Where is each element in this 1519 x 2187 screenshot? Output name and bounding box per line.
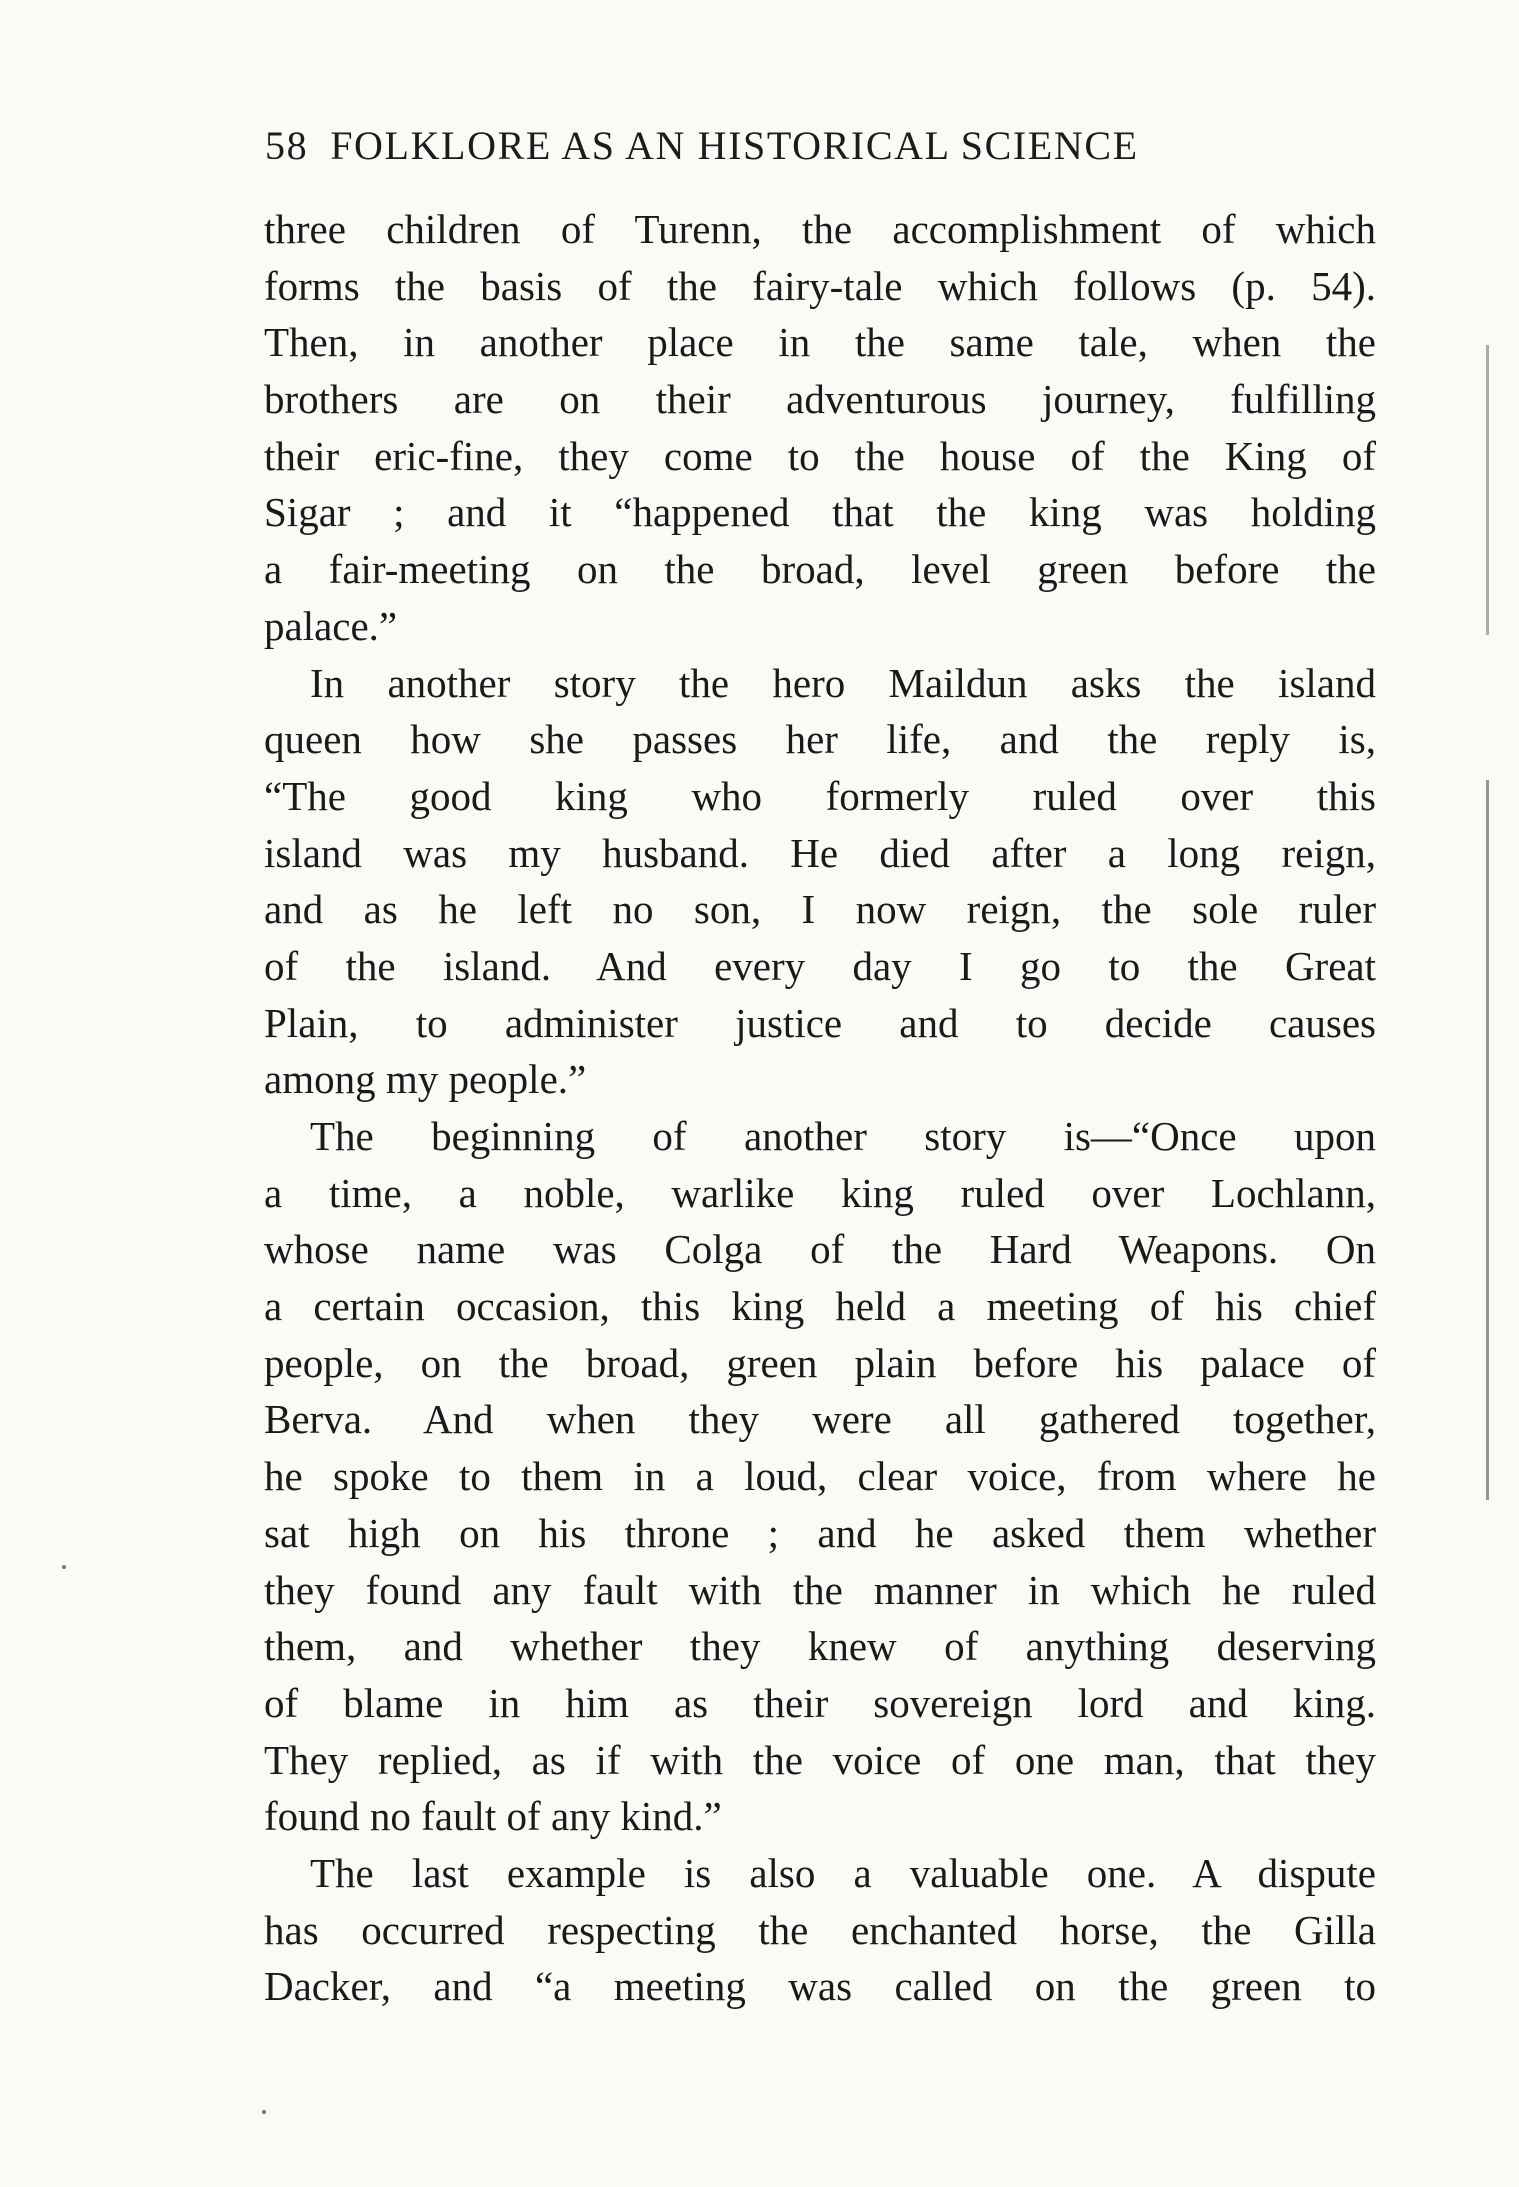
text-line: of the island. And every day I go to the Great (264, 942, 1376, 989)
text-line: Then, in another place in the same tale, when the (264, 319, 1376, 366)
text-line: The beginning of another story is—“Once upon (310, 1113, 1376, 1159)
margin-shadow-line (1486, 345, 1489, 635)
text-line: Plain, to administer justice and to decide causes (264, 999, 1376, 1046)
text-line: a fair-meeting on the broad, level green before the (264, 546, 1376, 593)
ink-speck (262, 2110, 266, 2114)
text-line: Sigar ; and it “happened that the king was holding (264, 489, 1376, 536)
text-line: and as he left no son, I now reign, the sole ruler (264, 886, 1376, 933)
text-line: forms the basis of the fairy-tale which follows (p. 54). (264, 262, 1376, 309)
text-line: In another story the hero Maildun asks the island (310, 659, 1376, 706)
text-line: The last example is also a valuable one. A dispute (310, 1849, 1376, 1896)
body-text (264, 201, 1376, 2015)
text-line: Dacker, and “a meeting was called on the green to (264, 1963, 1376, 2010)
text-line: among my people.” (264, 1056, 587, 1103)
text-line: people, on the broad, green plain before his palace of (264, 1339, 1376, 1386)
text-line: palace.” (264, 602, 398, 649)
text-line: has occurred respecting the enchanted horse, the Gilla (264, 1906, 1376, 1953)
text-line: island was my husband. He died after a long reign, (264, 829, 1376, 876)
text-line: a certain occasion, this king held a meeting of his chief (264, 1283, 1376, 1330)
text-line: three children of Turenn, the accomplishment of which (264, 206, 1376, 252)
page-number: 58 (265, 123, 309, 168)
running-head (265, 122, 1295, 182)
text-line: they found any fault with the manner in which he ruled (264, 1566, 1376, 1613)
text-line: Berva. And when they were all gathered together, (264, 1396, 1376, 1443)
margin-shadow-line (1486, 780, 1489, 1500)
text-line: a time, a noble, warlike king ruled over Lochlann, (264, 1169, 1376, 1216)
text-line: brothers are on their adventurous journey, fulfilling (264, 376, 1376, 423)
text-line: he spoke to them in a loud, clear voice, from where he (264, 1453, 1376, 1500)
text-line: them, and whether they knew of anything deserving (264, 1623, 1376, 1670)
ink-speck (62, 1565, 66, 1569)
text-line: sat high on his throne ; and he asked them whether (264, 1509, 1376, 1556)
text-line: of blame in him as their sovereign lord and king. (264, 1679, 1376, 1726)
text-line: their eric-fine, they come to the house of the King of (264, 432, 1376, 479)
text-line: queen how she passes her life, and the reply is, (264, 716, 1376, 763)
text-line: found no fault of any kind.” (264, 1793, 722, 1840)
text-line: “The good king who formerly ruled over this (264, 772, 1376, 819)
running-title: FOLKLORE AS AN HISTORICAL SCIENCE (330, 123, 1139, 168)
text-line: They replied, as if with the voice of one man, that they (264, 1736, 1376, 1783)
text-line: whose name was Colga of the Hard Weapons. On (264, 1226, 1376, 1273)
